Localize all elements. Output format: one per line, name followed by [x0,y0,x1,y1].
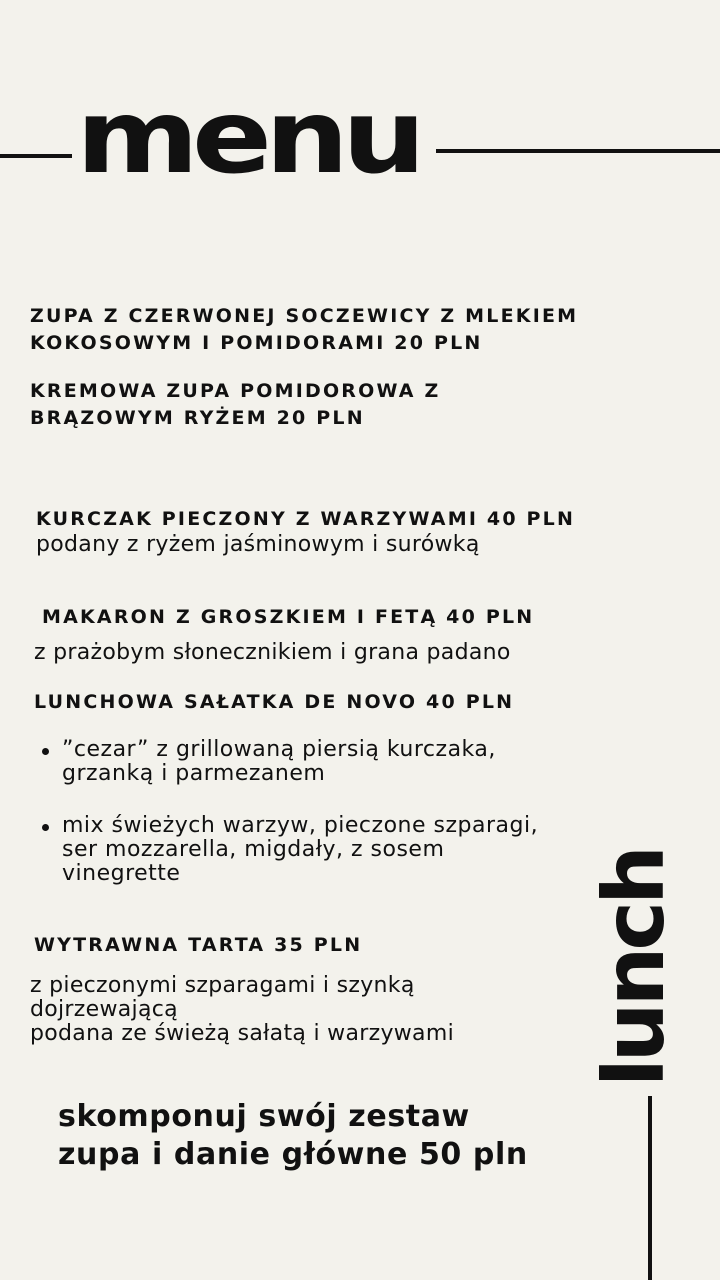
soup-item-1-line-1: ZUPA Z CZERWONEJ SOCZEWICY Z MLEKIEM [30,305,579,327]
salad-option-2-line-2: ser mozzarella, migdały, z sosem [62,837,445,862]
salad-option-1-line-1: ”cezar” z grillowaną piersią kurczaka, [62,737,496,762]
title-left-rule [0,154,72,158]
soup-item-1 [30,303,578,357]
tart-desc [30,974,454,1046]
dish-item-1-desc: podany z ryżem jaśminowym i surówką [36,532,480,557]
soup-item-2-line-2: BRĄZOWYM RYŻEM 20 PLN [30,407,365,429]
menu-title: menu [76,77,419,197]
title-right-rule [436,149,720,153]
soup-item-2-line-1: KREMOWA ZUPA POMIDOROWA Z [30,380,441,402]
salad-option-2 [38,814,538,886]
combo-offer [58,1098,528,1174]
salad-name: LUNCHOWA SAŁATKA DE NOVO 40 PLN [34,691,515,713]
tart-desc-line-2: dojrzewającą [30,997,178,1022]
salad-options [38,738,496,786]
soup-item-2 [30,378,440,432]
soup-item-1-line-2: KOKOSOWYM I POMIDORAMI 20 PLN [30,332,483,354]
lunch-side-label: lunch [585,849,683,1087]
dish-item-1 [36,506,575,557]
tart-desc-line-3: podana ze świeżą sałatą i warzywami [30,1021,454,1046]
tart-desc-line-1: z pieczonymi szparagami i szynką [30,973,415,998]
side-vertical-rule [648,1096,652,1280]
salad-option-2-line-1: mix świeżych warzyw, pieczone szparagi, [62,813,539,838]
dish-item-1-name: KURCZAK PIECZONY Z WARZYWAMI 40 PLN [36,508,576,530]
tart-name: WYTRAWNA TARTA 35 PLN [34,934,363,956]
salad-option-1 [38,738,496,786]
dish-item-2-name: MAKARON Z GROSZKIEM I FETĄ 40 PLN [42,606,535,628]
salad-option-1-line-2: grzanką i parmezanem [62,761,326,786]
combo-line-1: skomponuj swój zestaw [58,1099,470,1134]
combo-line-2: zupa i danie główne 50 pln [58,1137,528,1172]
salad-options-2 [38,814,538,886]
dish-item-2-desc: z prażobym słonecznikiem i grana padano [34,640,511,665]
salad-option-2-line-3: vinegrette [62,861,181,886]
